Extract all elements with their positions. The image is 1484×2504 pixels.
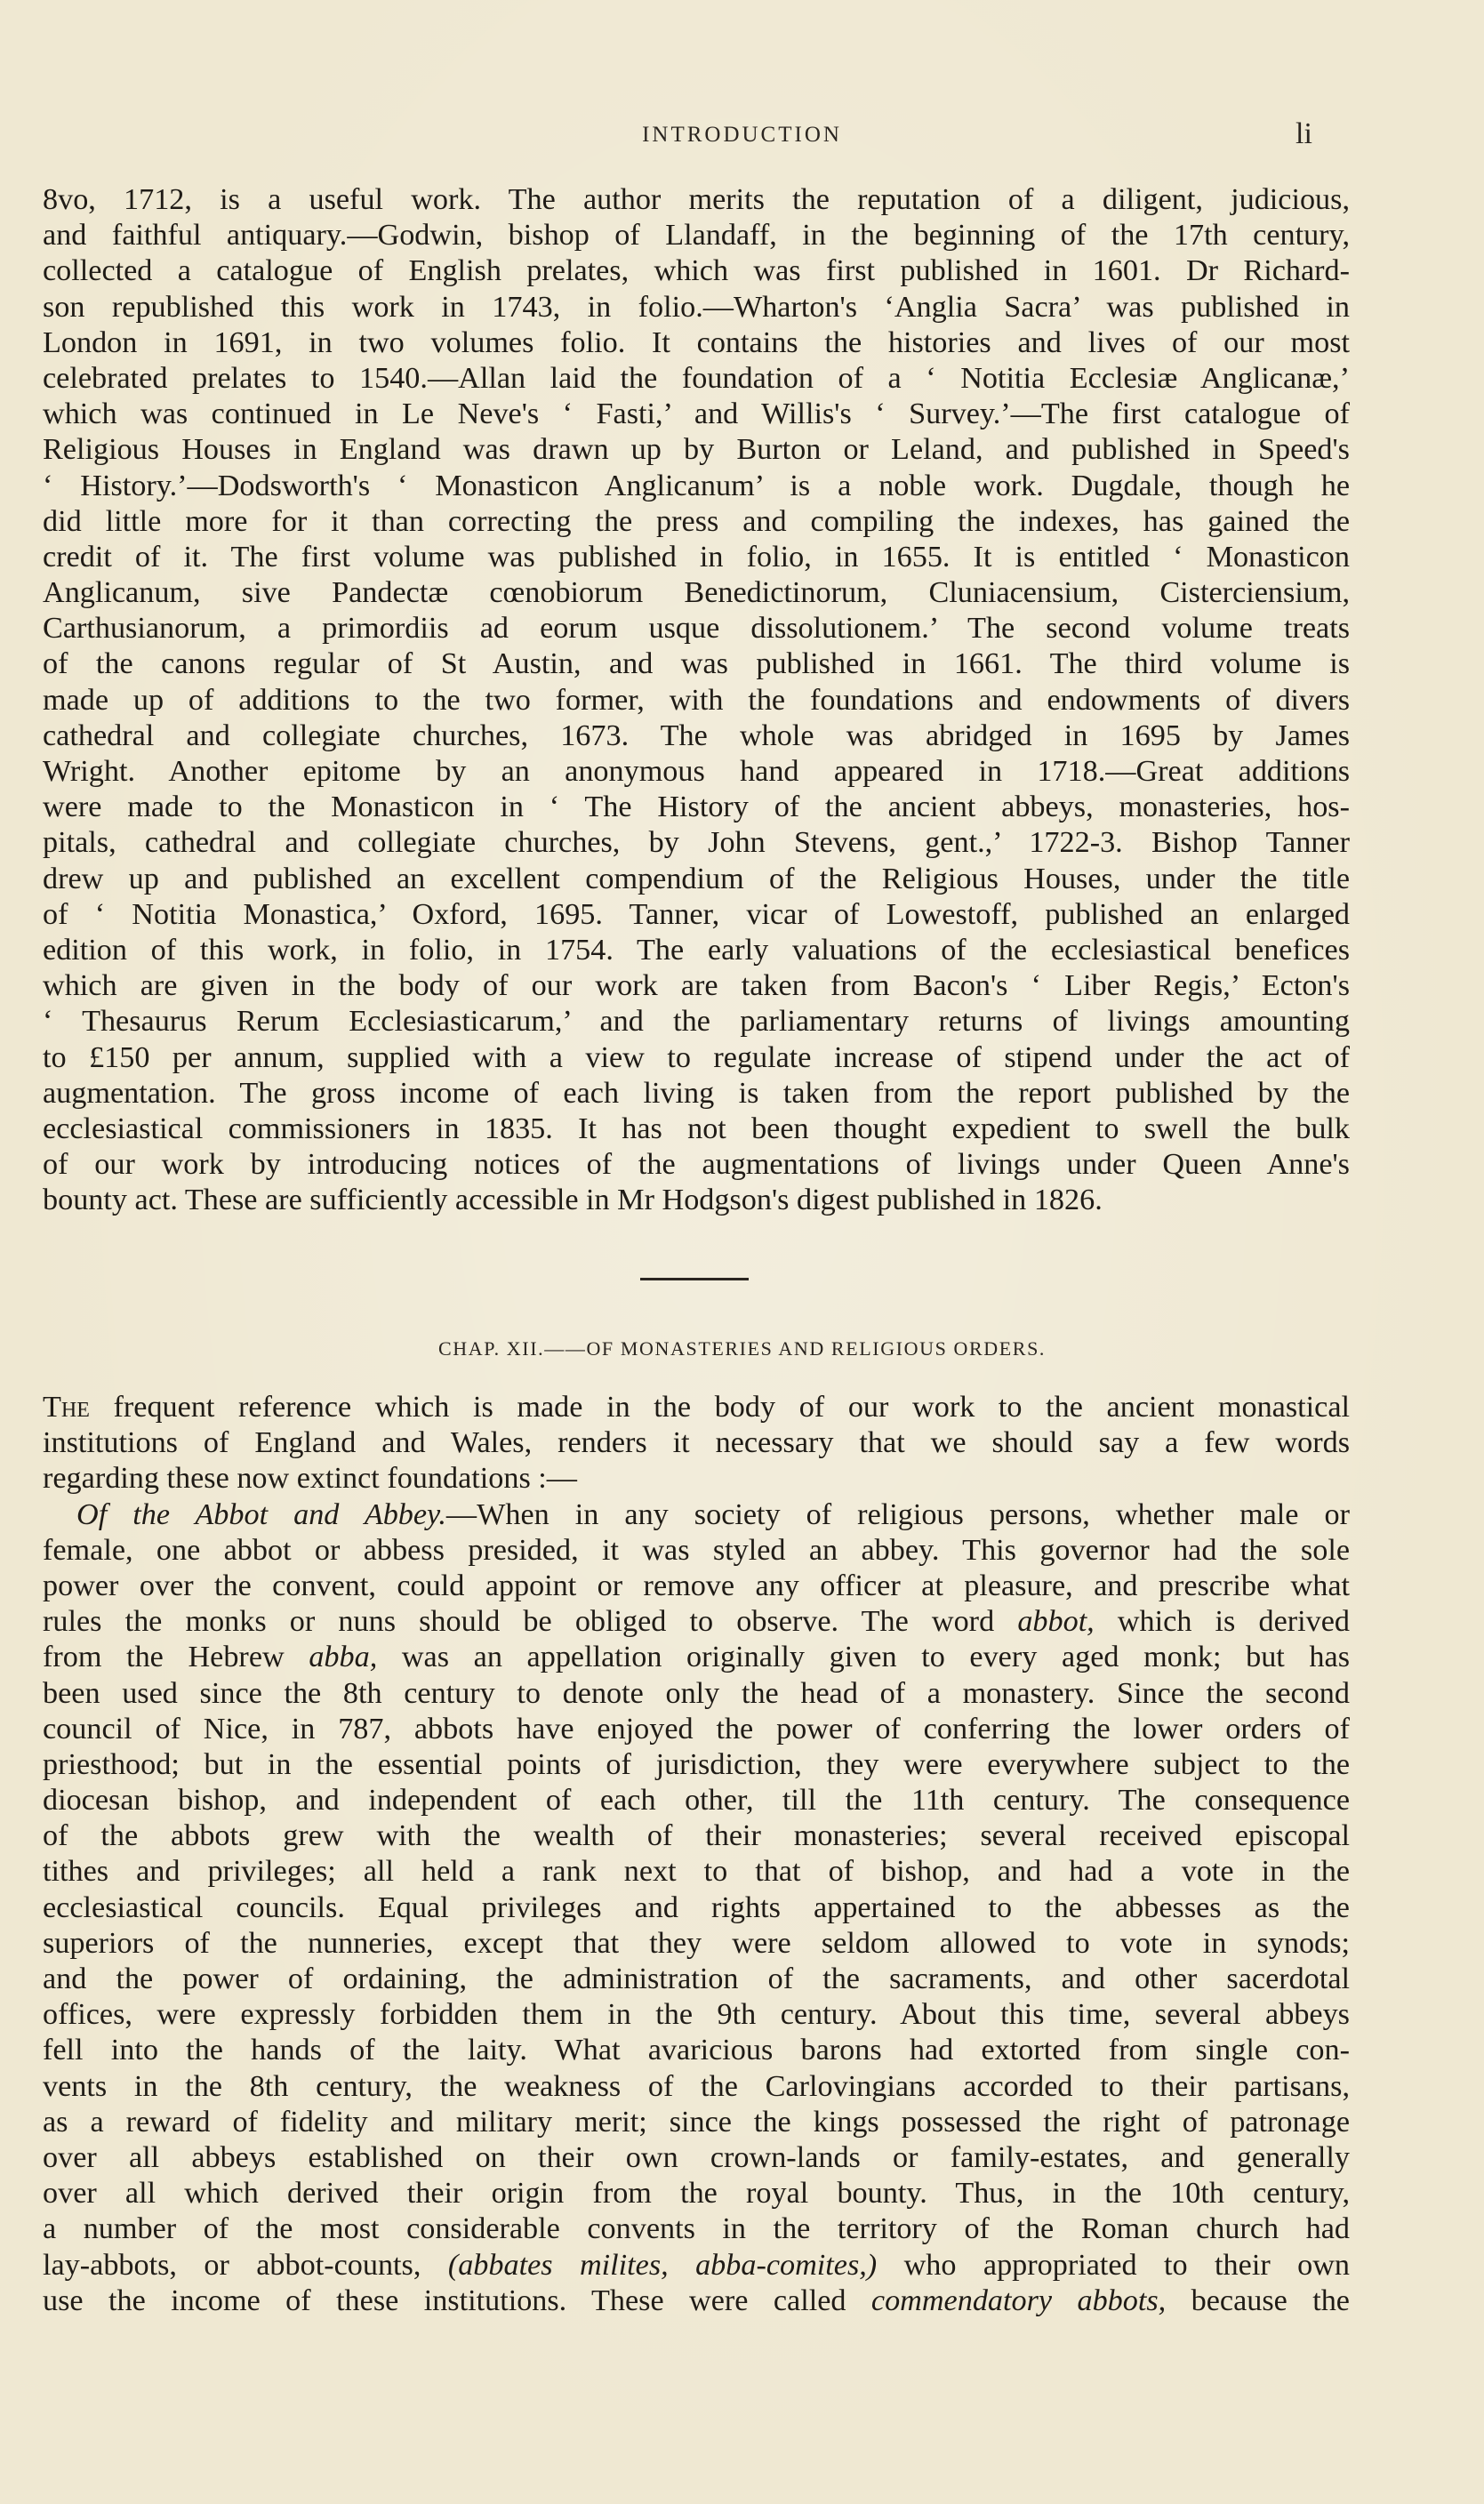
italic-term: abbot, xyxy=(1017,1605,1095,1639)
text-line: over all which derived their origin from the royal bounty. Thus, in the 10th century, xyxy=(43,2177,1350,2211)
text-line: augmentation. The gross income of each living is taken from the report published by the xyxy=(43,1076,1350,1110)
text-line: ecclesiastical councils. Equal privileges and rights appertained to the abbesses as the xyxy=(43,1890,1350,1924)
text-line: drew up and published an excellent compendium of the Religious Houses, under the title xyxy=(43,862,1350,895)
text-line: London in 1691, in two volumes folio. It contains the histories and lives of our most xyxy=(43,325,1350,359)
text-line: Wright. Another epitome by an anonymous hand appeared in 1718.—Great additions xyxy=(43,755,1350,788)
text-line: were made to the Monasticon in ‘ The History of the ancient abbeys, monasteries, hos- xyxy=(43,791,1350,824)
text-line: edition of this work, in folio, in 1754. The early valuations of the ecclesiastical benefices xyxy=(43,933,1350,967)
text-segment: rules the monks or nuns should be obliged to observe. The word xyxy=(43,1605,995,1639)
text-line: diocesan bishop, and independent of each other, till the 11th century. The consequence xyxy=(43,1784,1350,1818)
text-line xyxy=(43,2283,1350,2319)
text-line xyxy=(43,1604,1350,1640)
text-line: bounty act. These are sufficiently accessible in Mr Hodgson's digest published in 1826. xyxy=(43,1184,1103,1217)
text-line: of our work by introducing notices of the augmentations of livings under Queen Anne's xyxy=(43,1148,1350,1182)
bibliography-paragraph xyxy=(43,182,1350,1218)
text-segment: —When in any society of religious persons, whether male or xyxy=(445,1497,1350,1531)
text-line: did little more for it than correcting the press and compiling the indexes, has gained the xyxy=(43,504,1350,538)
text-line: council of Nice, in 787, abbots have enjoyed the power of conferring the lower orders of xyxy=(43,1712,1350,1746)
text-line xyxy=(43,1390,1350,1425)
text-segment: because the xyxy=(1166,2283,1350,2317)
section-title: Of the Abbot and Abbey. xyxy=(76,1497,446,1531)
text-line: institutions of England and Wales, renders it necessary that we should say a few words xyxy=(43,1426,1350,1460)
text-line: ecclesiastical commissioners in 1835. It has not been thought expedient to swell the bulk xyxy=(43,1112,1350,1145)
text-line: of the abbots grew with the wealth of their monasteries; several received episcopal xyxy=(43,1819,1350,1853)
text-line: cathedral and collegiate churches, 1673. The whole was abridged in 1695 by James xyxy=(43,718,1350,752)
text-segment: which is derived xyxy=(1094,1605,1350,1639)
text-line: priesthood; but in the essential points of jurisdiction, they were everywhere subject to the xyxy=(43,1747,1350,1781)
text-segment: who appropriated to their own xyxy=(877,2248,1350,2282)
text-line: which was continued in Le Neve's ‘ Fasti,’ and Willis's ‘ Survey.’—The first catalogue of xyxy=(43,397,1350,431)
lead-word: The xyxy=(43,1391,90,1424)
text-line: to £150 per annum, supplied with a view to regulate increase of stipend under the act of xyxy=(43,1040,1350,1074)
text-line: offices, were expressly forbidden them in the 9th century. About this time, several abbeys xyxy=(43,1998,1350,2032)
text-line: and faithful antiquary.—Godwin, bishop of Llandaff, in the beginning of the 17th century, xyxy=(43,219,1350,253)
text-line: been used since the 8th century to denote only the head of a monastery. Since the second xyxy=(43,1676,1350,1710)
italic-term: abba, xyxy=(309,1641,378,1674)
text-line: ‘ History.’—Dodsworth's ‘ Monasticon Anglicanum’ is a noble work. Dugdale, though he xyxy=(43,469,1350,502)
text-line: as a reward of fidelity and military merit; since the kings possessed the right of patronage xyxy=(43,2105,1350,2139)
italic-term: commendatory abbots, xyxy=(870,2283,1167,2317)
text-line: superiors of the nunneries, except that they were seldom allowed to vote in synods; xyxy=(43,1926,1350,1960)
text-line: female, one abbot or abbess presided, it was styled an abbey. This governor had the sole xyxy=(43,1533,1350,1567)
text-line: credit of it. The first volume was published in folio, in 1655. It is entitled ‘ Monasticon xyxy=(43,540,1350,574)
text-line xyxy=(43,1640,1350,1675)
section-divider xyxy=(640,1278,749,1280)
text-line: collected a catalogue of English prelates, which was first published in 1601. Dr Richard- xyxy=(43,254,1350,288)
text-segment: lay-abbots, or abbot-counts, xyxy=(43,2248,448,2282)
text-segment: frequent reference which is made in the body of our work to the ancient monastical xyxy=(89,1391,1350,1424)
text-line: over all abbeys established on their own crown-lands or family-estates, and generally xyxy=(43,2140,1350,2174)
text-line: of the canons regular of St Austin, and was published in 1661. The third volume is xyxy=(43,647,1350,681)
page-number: li xyxy=(1295,117,1312,150)
text-line: a number of the most considerable convents in the territory of the Roman church had xyxy=(43,2212,1350,2246)
text-line xyxy=(43,1497,1350,1533)
text-line: regarding these now extinct foundations :— xyxy=(43,1462,577,1496)
running-head: INTRODUCTION xyxy=(642,123,842,147)
text-segment: from the Hebrew xyxy=(43,1641,309,1674)
text-line: and the power of ordaining, the administration of the sacraments, and other sacerdotal xyxy=(43,1962,1350,1995)
text-line: fell into the hands of the laity. What avaricious barons had extorted from single con- xyxy=(43,2034,1350,2067)
text-line: of ‘ Notitia Monastica,’ Oxford, 1695. Tanner, vicar of Lowestoff, published an enlarged xyxy=(43,897,1350,931)
text-line: son republished this work in 1743, in folio.—Wharton's ‘Anglia Sacra’ was published in xyxy=(43,290,1350,324)
text-line: pitals, cathedral and collegiate churches, by John Stevens, gent.,’ 1722-3. Bishop Tanner xyxy=(43,826,1350,860)
chapter-body xyxy=(43,1390,1350,2319)
text-line: 8vo, 1712, is a useful work. The author merits the reputation of a diligent, judicious, xyxy=(43,183,1350,216)
text-line: ‘ Thesaurus Rerum Ecclesiasticarum,’ and the parliamentary returns of livings amounting xyxy=(43,1005,1350,1039)
text-line: power over the convent, could appoint or remove any officer at pleasure, and prescribe what xyxy=(43,1569,1350,1602)
text-line: Religious Houses in England was drawn up by Burton or Leland, and published in Speed's xyxy=(43,433,1350,467)
text-line xyxy=(43,2248,1350,2283)
italic-term: (abbates milites, abba-comites,) xyxy=(447,2248,878,2282)
text-segment: was an appellation originally given to every aged monk; but has xyxy=(377,1641,1350,1674)
text-line: celebrated prelates to 1540.—Allan laid the foundation of a ‘ Notitia Ecclesiæ Anglicanæ,’ xyxy=(43,361,1350,395)
text-line: Carthusianorum, a primordiis ad eorum usque dissolutionem.’ The second volume treats xyxy=(43,612,1350,646)
text-line: which are given in the body of our work are taken from Bacon's ‘ Liber Regis,’ Ecton's xyxy=(43,969,1350,1003)
chapter-heading: CHAP. XII.——OF MONASTERIES AND RELIGIOUS ORDERS. xyxy=(437,1337,1047,1360)
text-line: made up of additions to the two former, with the foundations and endowments of divers xyxy=(43,683,1350,717)
text-line: tithes and privileges; all held a rank next to that of bishop, and had a vote in the xyxy=(43,1855,1350,1889)
text-line: Anglicanum, sive Pandectæ cœnobiorum Benedictinorum, Cluniacensium, Cisterciensium, xyxy=(43,576,1350,610)
text-line: vents in the 8th century, the weakness of the Carlovingians accorded to their partisans, xyxy=(43,2069,1350,2103)
text-segment: use the income of these institutions. These were called xyxy=(43,2283,871,2317)
